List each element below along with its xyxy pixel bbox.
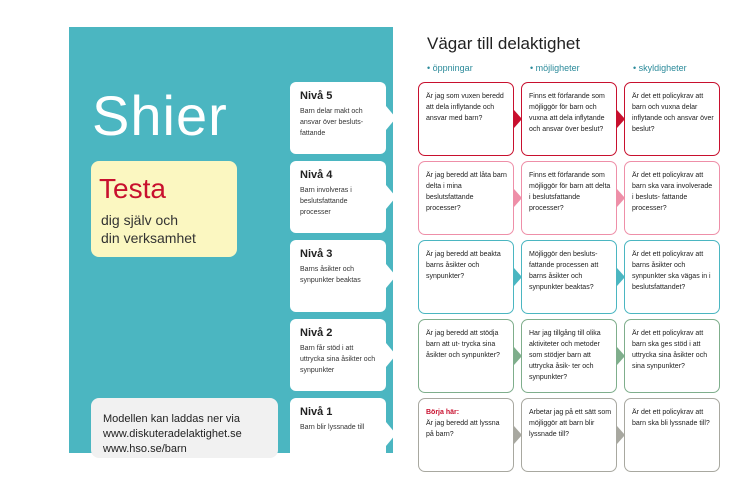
download-info-box [91, 398, 278, 458]
testa-subtitle: dig själv och din verksamhet [101, 212, 196, 246]
level-description: Barn involveras i beslutsfattande processer [300, 187, 352, 216]
cell-text: Är jag beredd att lyssna på barn? [426, 420, 500, 438]
level-arrow [386, 422, 396, 446]
download-link-2[interactable]: www.hso.se/barn [103, 443, 187, 455]
cell-mojlighet: Möjliggör den besluts- fattande processen att barns åsikter och synpunkter beaktas? [521, 240, 617, 314]
level-name: Nivå 1 [300, 406, 333, 418]
level-name: Nivå 5 [300, 90, 333, 102]
level-description: Barn blir lyssnade till [300, 424, 365, 431]
cell-mojlighet: Har jag tillgång till olika aktiviteter och metoder som stödjer barn att uttrycka åsik- ter och synpunkter? [521, 319, 617, 393]
cell-oppning: Är jag som vuxen beredd att dela inflytande och ansvar med barn? [418, 82, 514, 156]
diagram-title: Vägar till delaktighet [427, 34, 581, 53]
level-box [290, 161, 386, 233]
level-arrow [386, 185, 396, 209]
level-description: Barn delar makt och ansvar över besluts- fattande [300, 108, 364, 137]
cell-oppning: Är jag beredd att stödja barn att ut- trycka sina åsikter och synpunkter? [418, 319, 514, 393]
cell-mojlighet: Finns ett förfarande som möjliggör för barn och vuxna att dela inflytande och ansvar över beslut? [521, 82, 617, 156]
level-box [290, 240, 386, 312]
level-name: Nivå 2 [300, 327, 333, 339]
level-description: Barns åsikter och synpunkter beaktas [300, 266, 361, 284]
level-arrow [386, 264, 396, 288]
cell-oppning [418, 398, 514, 472]
cell-mojlighet: Finns ett förfarande som möjliggör för barn att delta i beslutsfattande processer? [521, 161, 617, 235]
level-name: Nivå 4 [300, 169, 333, 181]
cell-oppning: Är jag beredd att låta barn delta i mina beslutsfattande processer? [418, 161, 514, 235]
download-text: Modellen kan laddas ner via [103, 413, 240, 425]
level-description: Barn får stöd i att uttrycka sina åsikter och synpunkter [300, 345, 376, 374]
level-arrow [386, 106, 396, 130]
start-label: Börja här: [426, 409, 460, 416]
cell-skyldighet: Är det ett policykrav att barn ska vara involverade i besluts- fattande processer? [624, 161, 720, 235]
download-link-1[interactable]: www.diskuteradelaktighet.se [103, 428, 242, 440]
level-arrow [386, 343, 396, 367]
level-box [290, 82, 386, 154]
cell-mojlighet: Arbetar jag på ett sätt som möjliggör att barn blir lyssnade till? [521, 398, 617, 472]
brand-title: Shier [92, 84, 228, 147]
column-header-skyldigheter: • skyldigheter [633, 63, 687, 73]
level-name: Nivå 3 [300, 248, 333, 260]
cell-skyldighet: Är det ett policykrav att barns åsikter och synpunkter ska vägas in i beslutsfattandet? [624, 240, 720, 314]
testa-title: Testa [99, 173, 166, 204]
cell-skyldighet: Är det ett policykrav att barn ska bli lyssnade till? [624, 398, 720, 472]
level-box [290, 319, 386, 391]
column-header-mojligheter: • möjligheter [530, 63, 580, 73]
level-box [290, 398, 386, 470]
cell-skyldighet: Är det ett policykrav att barn och vuxna delar inflytande och ansvar över beslut? [624, 82, 720, 156]
column-header-oppningar: • öppningar [427, 63, 473, 73]
cell-oppning: Är jag beredd att beakta barns åsikter och synpunkter? [418, 240, 514, 314]
testa-box [91, 161, 237, 257]
cell-skyldighet: Är det ett policykrav att barn ska ges stöd i att uttrycka sina åsikter och sina synpunkter? [624, 319, 720, 393]
